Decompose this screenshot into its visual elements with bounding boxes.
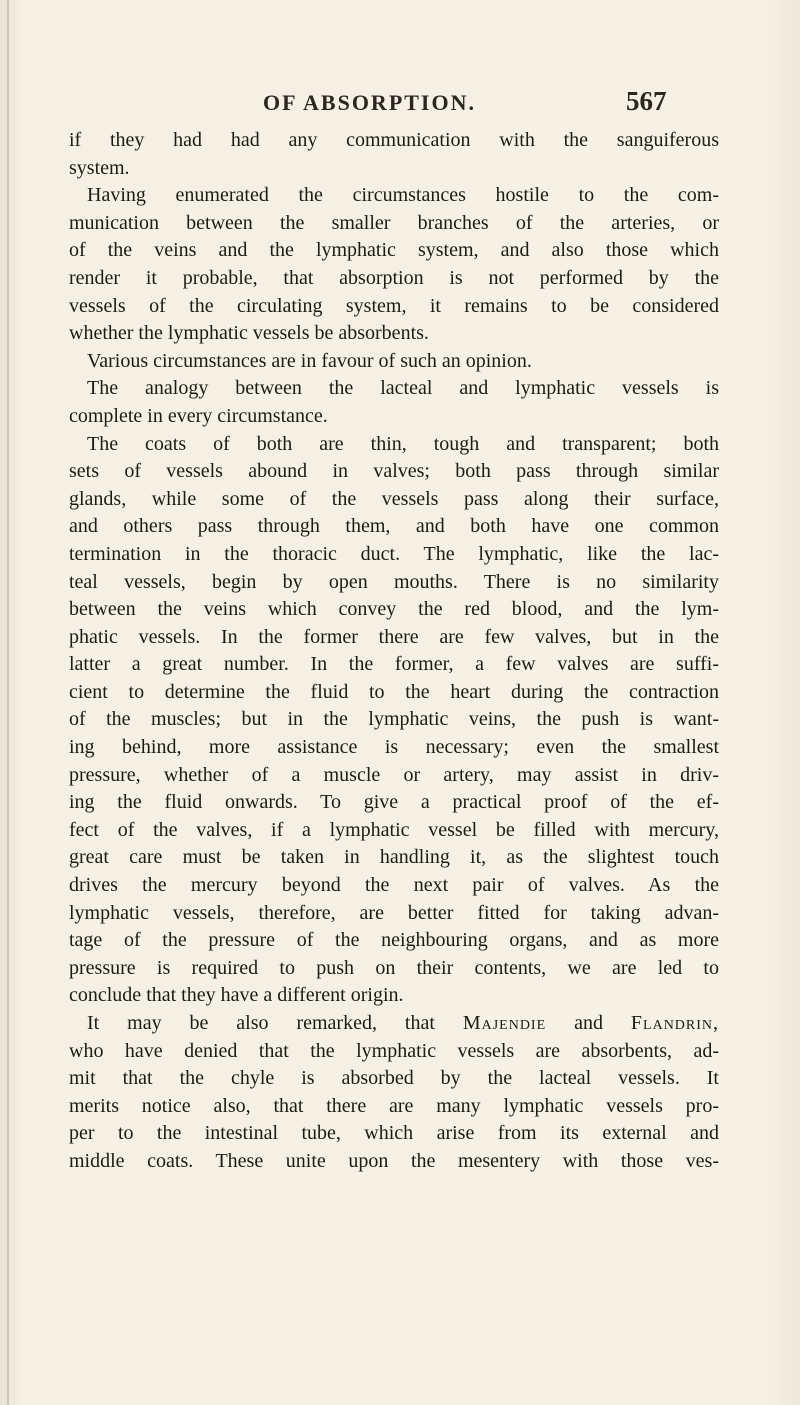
- text-line: great care must be taken in handling it, as the slightest touch: [69, 846, 719, 869]
- text-line: The coats of both are thin, tough and transparent; both: [87, 432, 719, 455]
- page-gutter-edge: [7, 0, 9, 1405]
- text-line: if they had had any communication with the sanguiferous: [69, 129, 719, 151]
- text-line: of the veins and the lymphatic system, and also those which: [69, 239, 719, 262]
- text-line: teal vessels, begin by open mouths. There is no similarity: [69, 570, 719, 593]
- text-line: fect of the valves, if a lymphatic vessel be filled with mercury,: [69, 818, 719, 841]
- text-line: between the veins which convey the red blood, and the lym-: [69, 598, 719, 621]
- text-line: pressure, whether of a muscle or artery, may assist in driv-: [69, 763, 719, 786]
- text-line: system.: [69, 156, 130, 179]
- running-title: OF ABSORPTION.: [263, 90, 476, 115]
- text-line: lymphatic vessels, therefore, are better fitted for taking advan-: [69, 901, 719, 924]
- text-line: Various circumstances are in favour of such an opinion.: [87, 349, 532, 372]
- text-line: cient to determine the fluid to the heart during the contraction: [69, 680, 719, 703]
- text-line: merits notice also, that there are many lymphatic vessels pro-: [69, 1094, 719, 1117]
- text-line: tage of the pressure of the neighbouring organs, and as more: [69, 929, 719, 952]
- author-name-majendie: Majendie: [462, 1012, 547, 1034]
- text-line: vessels of the circulating system, it remains to be considered: [69, 294, 719, 317]
- text-line: ing behind, more assistance is necessary; even the smallest: [69, 736, 719, 759]
- text-line: munication between the smaller branches of the arteries, or: [69, 211, 719, 234]
- text-line: of the muscles; but in the lymphatic veins, the push is want-: [69, 708, 719, 731]
- body-text: [69, 127, 719, 1176]
- text-line: Having enumerated the circumstances hostile to the com-: [87, 184, 719, 207]
- text-line: middle coats. These unite upon the mesentery with those ves-: [69, 1149, 719, 1172]
- text-line: sets of vessels abound in valves; both pass through similar: [69, 460, 719, 483]
- text-line: per to the intestinal tube, which arise from its external and: [69, 1122, 719, 1145]
- text-line: glands, while some of the vessels pass along their surface,: [69, 487, 719, 510]
- text-line: whether the lymphatic vessels be absorbents.: [69, 322, 429, 345]
- text-line: phatic vessels. In the former there are few valves, but in the: [69, 625, 719, 648]
- text-line: who have denied that the lymphatic vessels are absorbents, ad-: [69, 1039, 719, 1062]
- line-lead-text: It may be also remarked, that: [87, 1012, 435, 1034]
- text-line: latter a great number. In the former, a few valves are suffi-: [69, 653, 719, 676]
- text-line: pressure is required to push on their contents, we are led to: [69, 956, 719, 979]
- text-line: drives the mercury beyond the next pair of valves. As the: [69, 874, 719, 897]
- conjunction: and: [574, 1012, 603, 1034]
- text-line: conclude that they have a different origin.: [69, 984, 404, 1007]
- text-line: The analogy between the lacteal and lymphatic vessels is: [87, 377, 719, 400]
- text-line: complete in every circumstance.: [69, 404, 328, 427]
- text-line: termination in the thoracic duct. The lymphatic, like the lac-: [69, 542, 719, 565]
- text-line: render it probable, that absorption is not performed by the: [69, 266, 719, 289]
- text-line: ing the fluid onwards. To give a practical proof of the ef-: [69, 791, 719, 814]
- text-line: mit that the chyle is absorbed by the lacteal vessels. It: [69, 1067, 719, 1090]
- page-number: 567: [626, 86, 667, 116]
- running-head: [0, 86, 800, 116]
- text-line: and others pass through them, and both have one common: [69, 515, 719, 538]
- text-line-with-names: [69, 1010, 719, 1038]
- author-name-flandrin: Flandrin,: [630, 1012, 720, 1034]
